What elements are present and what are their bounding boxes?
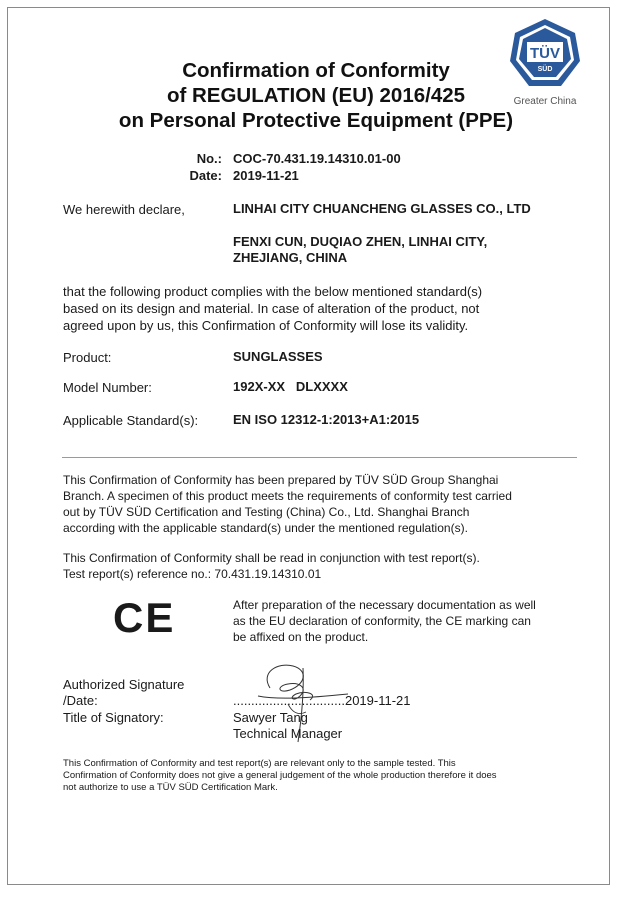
ce-marking-text <box>233 597 578 645</box>
paragraph-line: according with the applicable standard(s) under the mentioned regulation(s). <box>63 521 468 535</box>
section-divider <box>62 457 577 458</box>
ce-mark-icon: CE <box>113 594 176 641</box>
title-line: Confirmation of Conformity <box>182 59 450 82</box>
test-report-paragraph <box>63 550 583 582</box>
title-line: of REGULATION (EU) 2016/425 <box>166 84 466 107</box>
authorized-signature-label: Authorized Signature <box>63 677 185 692</box>
date-value: 2019-11-21 <box>233 168 299 183</box>
declaration-label: We herewith declare, <box>63 202 185 217</box>
certificate-number-label: No.: <box>196 151 222 166</box>
declaration-statement <box>63 283 583 334</box>
company-name: LINHAI CITY CHUANCHENG GLASSES CO., LTD <box>233 201 531 216</box>
company-address-line: ZHEJIANG, CHINA <box>233 250 348 265</box>
disclaimer-line: not authorize to use a TÜV SÜD Certification Mark. <box>63 782 278 793</box>
paragraph-line: This Confirmation of Conformity shall be read in conjunction with test report(s). <box>63 551 480 565</box>
date-label: Date: <box>189 168 222 183</box>
statement-line: based on its design and material. In case of alteration of the product, not <box>63 301 480 316</box>
logo-main-text: TÜV <box>530 45 560 62</box>
paragraph-line: Branch. A specimen of this product meets the requirements of conformity test carried <box>63 489 512 503</box>
paragraph-line: as the EU declaration of conformity, the CE marking can <box>233 614 531 628</box>
page-title <box>50 58 582 133</box>
applicable-standard-value: EN ISO 12312-1:2013+A1:2015 <box>233 412 420 427</box>
product-value: SUNGLASSES <box>233 349 323 364</box>
paragraph-line: After preparation of the necessary documentation as well <box>233 598 536 612</box>
document-border <box>7 7 610 885</box>
paragraph-line: This Confirmation of Conformity has been prepared by TÜV SÜD Group Shanghai <box>63 473 499 487</box>
paragraph-line: be affixed on the product. <box>233 630 369 644</box>
paragraph-line: Test report(s) reference no.: 70.431.19.14310.01 <box>63 567 322 581</box>
logo-sub-text: SÜD <box>537 66 553 73</box>
prepared-by-paragraph <box>63 472 583 536</box>
paragraph-line: out by TÜV SÜD Certification and Testing (China) Co., Ltd. Shanghai Branch <box>63 505 470 519</box>
disclaimer-line: This Confirmation of Conformity and test report(s) are relevant only to the sample tested. This <box>63 758 456 769</box>
signatory-name: Sawyer Tang <box>233 710 308 725</box>
model-number-value: 192X-XX DLXXXX <box>233 379 348 394</box>
statement-line: that the following product complies with the below mentioned standard(s) <box>63 284 483 299</box>
certificate-number-value: COC-70.431.19.14310.01-00 <box>233 151 401 166</box>
product-label: Product: <box>63 350 112 365</box>
footer-disclaimer <box>63 758 571 794</box>
title-of-signatory-label: Title of Signatory: <box>63 710 164 725</box>
disclaimer-line: Confirmation of Conformity does not give a general judgement of the whole production therefore it does <box>63 770 497 781</box>
logo-caption: Greater China <box>513 96 577 107</box>
model-number-label: Model Number: <box>63 380 152 395</box>
applicable-standard-label: Applicable Standard(s): <box>63 413 199 428</box>
company-address-line: FENXI CUN, DUQIAO ZHEN, LINHAI CITY, <box>233 234 488 249</box>
signature-date-line: ...............................2019-11-21 <box>233 693 411 708</box>
title-line: on Personal Protective Equipment (PPE) <box>118 109 514 132</box>
authorized-signature-date-label: /Date: <box>63 693 98 708</box>
signatory-position: Technical Manager <box>233 726 343 741</box>
statement-line: agreed upon by us, this Confirmation of Conformity will lose its validity. <box>63 318 469 333</box>
